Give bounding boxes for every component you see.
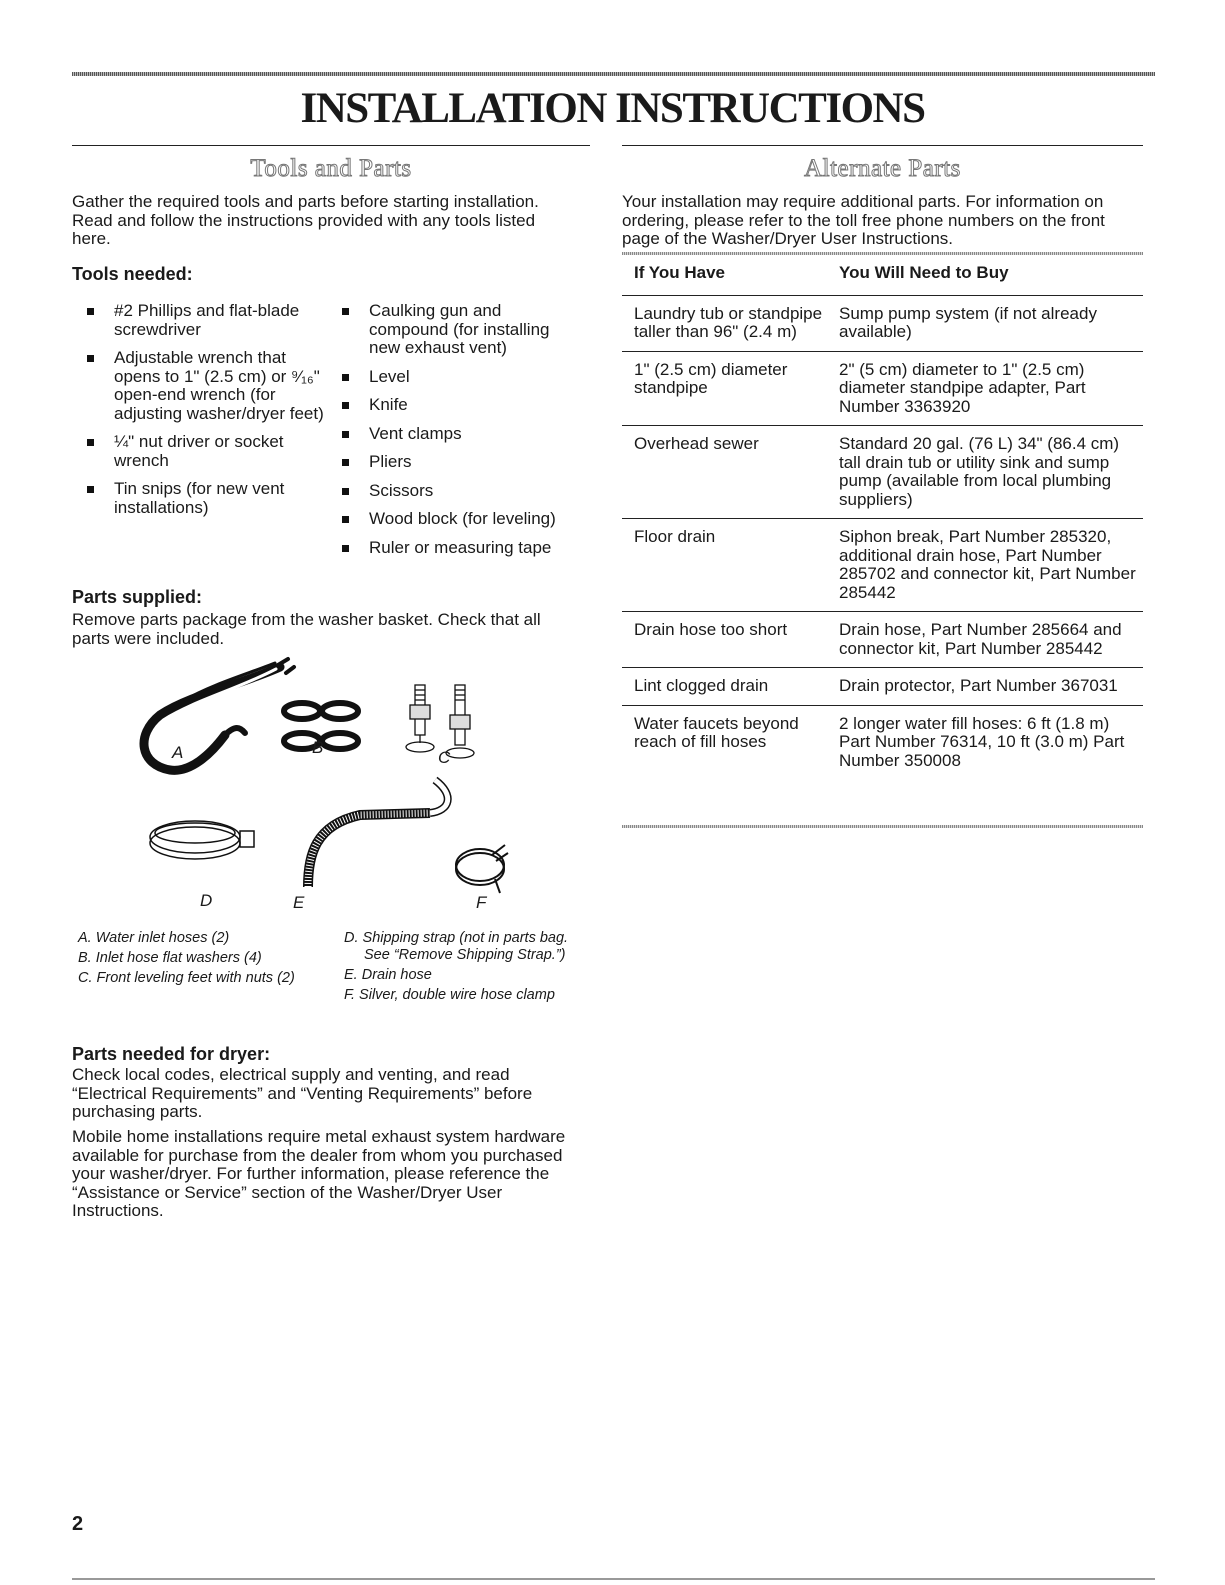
tool-item bbox=[327, 510, 577, 529]
parts-supplied-text: Remove parts package from the washer basket. Check that all parts were included. bbox=[72, 610, 541, 648]
tool-item-text: Level bbox=[369, 366, 410, 386]
parts-supplied-heading: Parts supplied: bbox=[72, 587, 203, 607]
parts-illustration bbox=[130, 655, 570, 915]
figure-label-c: C bbox=[438, 748, 451, 767]
figure-label-e: E bbox=[293, 893, 305, 912]
tool-item bbox=[72, 349, 332, 423]
tool-item-text: Knife bbox=[369, 395, 408, 414]
tools-parts-title: Tools and Parts bbox=[250, 155, 412, 182]
figure-label-d: D bbox=[200, 891, 213, 910]
tool-item bbox=[327, 539, 577, 558]
bullet-icon bbox=[342, 488, 349, 495]
cell-need-to-buy: 2 longer water fill hoses: 6 ft (1.8 m) Part Number 76314, 10 ft (3.0 m) Part Number 350008 bbox=[839, 713, 1125, 770]
page-number: 2 bbox=[72, 1513, 84, 1535]
tool-item-text: #2 Phillips and flat-blade screwdriver bbox=[114, 301, 300, 339]
bullet-icon bbox=[87, 486, 94, 493]
table-header-row bbox=[622, 258, 1143, 295]
parts-legend-right bbox=[344, 930, 589, 1007]
hose-clamp-illustration bbox=[456, 845, 508, 893]
left-column-rule bbox=[72, 145, 590, 146]
dryer-parts-heading: Parts needed for dryer: bbox=[72, 1044, 271, 1064]
tool-item bbox=[327, 396, 577, 415]
tool-item-text: Ruler or measuring tape bbox=[369, 537, 552, 557]
bullet-icon bbox=[87, 308, 94, 315]
tool-item bbox=[327, 425, 577, 444]
legend-item: D. Shipping strap (not in parts bag. See “Remove Shipping Strap.”) bbox=[344, 930, 569, 963]
bullet-icon bbox=[342, 459, 349, 466]
parts-legend-left bbox=[78, 930, 328, 990]
cell-if-you-have: Laundry tub or standpipe taller than 96" (2.4 m) bbox=[622, 295, 827, 351]
tool-item-text: Caulking gun and compound (for installing new exhaust vent) bbox=[369, 301, 550, 357]
cell-if-you-have: Lint clogged drain bbox=[622, 668, 827, 706]
bullet-icon bbox=[87, 439, 94, 446]
cell-need-to-buy: 2" (5 cm) diameter to 1" (2.5 cm) diameter standpipe adapter, Part Number 3363920 bbox=[827, 351, 1143, 426]
cell-if-you-have: Water faucets beyond reach of fill hoses bbox=[634, 713, 799, 751]
cell-need-to-buy: Sump pump system (if not already available) bbox=[827, 295, 1143, 351]
tool-item bbox=[327, 453, 577, 472]
table-row bbox=[622, 668, 1143, 706]
legend-item: A. Water inlet hoses (2) bbox=[78, 930, 230, 946]
cell-if-you-have: Drain hose too short bbox=[622, 612, 827, 668]
table-row bbox=[622, 612, 1143, 668]
top-decorative-rule bbox=[72, 72, 1155, 76]
dryer-parts-text-2: Mobile home installations require metal exhaust system hardware available for purchase from the dealer from whom you purchased your washer/dryer. For further information, please reference the “Assistance or Service” section of the Washer/Dryer User Instructions. bbox=[72, 1127, 566, 1220]
tool-item-text: Tin snips (for new vent installations) bbox=[114, 479, 285, 517]
drain-hose-illustration bbox=[308, 780, 448, 887]
column-header-buy: You Will Need to Buy bbox=[827, 258, 1143, 295]
dryer-parts-text-1: Check local codes, electrical supply and venting, and read “Electrical Requirements” and “Venting Requirements” before purchasing parts. bbox=[72, 1065, 533, 1121]
table-row bbox=[622, 519, 1143, 612]
right-column-rule bbox=[622, 145, 1143, 146]
tool-item bbox=[327, 302, 577, 358]
figure-label-b: B bbox=[312, 738, 324, 757]
cell-need-to-buy: Drain protector, Part Number 367031 bbox=[827, 668, 1143, 706]
water-inlet-hoses-illustration bbox=[144, 659, 294, 770]
tool-item-text: Pliers bbox=[369, 452, 412, 471]
table-row bbox=[622, 426, 1143, 519]
alternate-parts-title: Alternate Parts bbox=[804, 155, 961, 182]
alternate-parts-intro: Your installation may require additional parts. For information on ordering, please refer to the toll free phone numbers on the front page of the Washer/Dryer User Instructions. bbox=[622, 192, 1105, 248]
bullet-icon bbox=[342, 516, 349, 523]
legend-item: F. Silver, double wire hose clamp bbox=[344, 987, 555, 1003]
cell-if-you-have: 1" (2.5 cm) diameter standpipe bbox=[622, 351, 827, 426]
figure-label-a: A bbox=[172, 743, 184, 762]
bullet-icon bbox=[342, 374, 349, 381]
bullet-icon bbox=[87, 355, 94, 362]
table-row bbox=[622, 295, 1143, 351]
legend-item: B. Inlet hose flat washers (4) bbox=[78, 950, 262, 966]
table-row bbox=[622, 705, 1143, 779]
tool-item bbox=[327, 482, 577, 501]
cell-need-to-buy: Standard 20 gal. (76 L) 34" (86.4 cm) tall drain tub or utility sink and sump pump (available from local plumbing suppliers) bbox=[827, 426, 1143, 519]
cell-if-you-have: Floor drain bbox=[622, 519, 827, 612]
tool-item bbox=[72, 480, 332, 517]
legend-item: E. Drain hose bbox=[344, 967, 432, 983]
tools-list-left bbox=[72, 302, 332, 527]
tools-list-right bbox=[327, 302, 577, 567]
tools-parts-intro: Gather the required tools and parts before starting installation. Read and follow the instructions provided with any tools listed here. bbox=[72, 192, 539, 248]
legend-item: C. Front leveling feet with nuts (2) bbox=[78, 970, 295, 986]
table-bottom-dotted-rule bbox=[622, 825, 1143, 828]
cell-need-to-buy: Drain hose, Part Number 285664 and connector kit, Part Number 285442 bbox=[827, 612, 1143, 668]
tool-item-text: ¼" nut driver or socket wrench bbox=[114, 432, 284, 470]
bullet-icon bbox=[342, 545, 349, 552]
tool-item bbox=[72, 302, 332, 339]
tool-item bbox=[72, 433, 332, 470]
tool-item-text: Scissors bbox=[369, 480, 434, 500]
table-top-dotted-rule bbox=[622, 252, 1143, 255]
bottom-rule bbox=[72, 1578, 1155, 1580]
bullet-icon bbox=[342, 402, 349, 409]
table-row bbox=[622, 351, 1143, 426]
shipping-strap-illustration bbox=[150, 821, 254, 859]
alternate-parts-table bbox=[622, 258, 1143, 779]
column-header-have: If You Have bbox=[622, 258, 827, 295]
tools-needed-heading: Tools needed: bbox=[72, 264, 193, 284]
tool-item-text: Adjustable wrench that opens to 1" (2.5 cm) or ⁹⁄₁₆" open-end wrench (for adjusting washer/dryer feet) bbox=[114, 348, 324, 423]
page-title: INSTALLATION INSTRUCTIONS bbox=[300, 85, 925, 132]
figure-label-f: F bbox=[476, 893, 487, 912]
cell-need-to-buy: Siphon break, Part Number 285320, additional drain hose, Part Number 285702 and connector kit, Part Number 285442 bbox=[827, 519, 1143, 612]
cell-if-you-have: Overhead sewer bbox=[622, 426, 827, 519]
bullet-icon bbox=[342, 308, 349, 315]
tool-item bbox=[327, 368, 577, 387]
bullet-icon bbox=[342, 431, 349, 438]
tool-item-text: Vent clamps bbox=[369, 423, 462, 443]
tool-item-text: Wood block (for leveling) bbox=[369, 509, 556, 528]
